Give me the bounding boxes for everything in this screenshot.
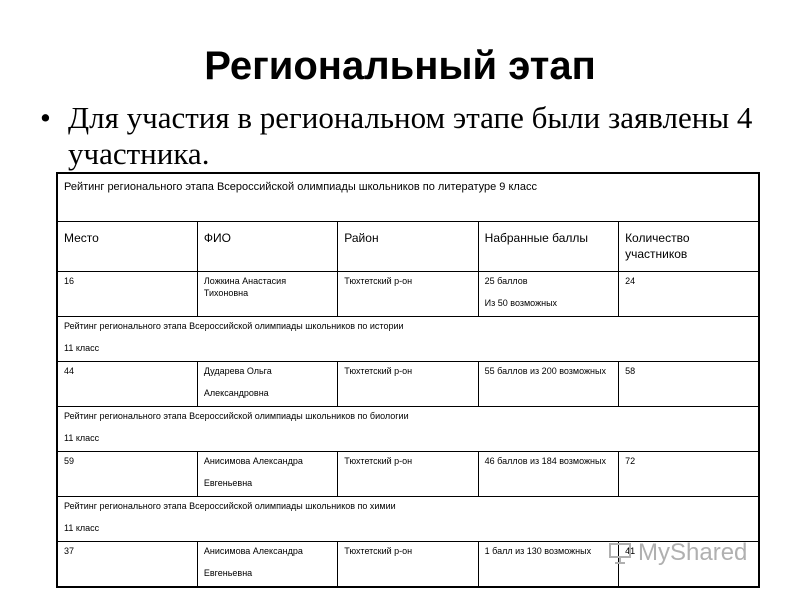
subheading-grade: 11 класс <box>64 343 100 353</box>
name-line: Анисимова Александра <box>203 456 303 466</box>
cell-place: 59 <box>57 452 197 497</box>
score-line: 25 баллов <box>484 276 528 286</box>
cell-count: 24 <box>619 272 759 317</box>
subheading-title: Рейтинг регионального этапа Всероссийской олимпиады школьников по химии <box>64 501 396 511</box>
subheading-cell <box>57 317 759 362</box>
cell-score: 1 балл из 130 возможных <box>478 542 618 588</box>
cell-score: 46 баллов из 184 возможных <box>478 452 618 497</box>
watermark-text: MyShared <box>638 539 748 566</box>
subheading-cell <box>57 497 759 542</box>
header-place: Место <box>57 222 197 272</box>
cell-name <box>197 542 337 588</box>
cell-count: 58 <box>619 362 759 407</box>
bullet-icon: • <box>40 100 51 135</box>
bullet-text: Для участия в региональном этапе были заявлены 4 участника. <box>68 100 753 171</box>
slide-title: Региональный этап <box>204 44 596 88</box>
table-row <box>57 272 759 317</box>
watermark <box>608 538 768 568</box>
score-line: Из 50 возможных <box>484 298 558 308</box>
table-subheading-row <box>57 407 759 452</box>
subheading-grade: 11 класс <box>64 433 100 443</box>
subheading-title: Рейтинг регионального этапа Всероссийской олимпиады школьников по истории <box>64 321 404 331</box>
cell-count: 72 <box>619 452 759 497</box>
cell-score <box>478 272 618 317</box>
header-district: Район <box>338 222 478 272</box>
table-row <box>57 362 759 407</box>
table-caption: Рейтинг регионального этапа Всероссийской олимпиады школьников по литературе 9 класс <box>57 173 759 222</box>
cell-district: Тюхтетский р-он <box>338 362 478 407</box>
cell-score: 55 баллов из 200 возможных <box>478 362 618 407</box>
header-count: Количество участников <box>619 222 759 272</box>
cell-name <box>197 452 337 497</box>
table-header-row <box>57 222 759 272</box>
table-row <box>57 452 759 497</box>
cell-place: 37 <box>57 542 197 588</box>
presentation-board-icon <box>608 542 632 564</box>
subheading-grade: 11 класс <box>64 523 100 533</box>
table-subheading-row <box>57 497 759 542</box>
cell-place: 44 <box>57 362 197 407</box>
name-line: Дударева Ольга <box>203 366 272 376</box>
subheading-cell <box>57 407 759 452</box>
name-line: Александровна <box>203 388 269 398</box>
header-name: ФИО <box>197 222 337 272</box>
cell-name <box>197 362 337 407</box>
name-line: Евгеньевна <box>203 478 253 488</box>
cell-place: 16 <box>57 272 197 317</box>
rating-table <box>56 172 760 588</box>
subheading-title: Рейтинг регионального этапа Всероссийской олимпиады школьников по биологии <box>64 411 409 421</box>
name-line: Анисимова Александра <box>203 546 303 556</box>
table-subheading-row <box>57 317 759 362</box>
header-score: Набранные баллы <box>478 222 618 272</box>
name-line: Евгеньевна <box>203 568 253 578</box>
cell-district: Тюхтетский р-он <box>338 452 478 497</box>
cell-district: Тюхтетский р-он <box>338 542 478 588</box>
cell-district: Тюхтетский р-он <box>338 272 478 317</box>
cell-name: Ложкина Анастасия Тихоновна <box>197 272 337 317</box>
cell-count: 41 <box>619 542 759 588</box>
